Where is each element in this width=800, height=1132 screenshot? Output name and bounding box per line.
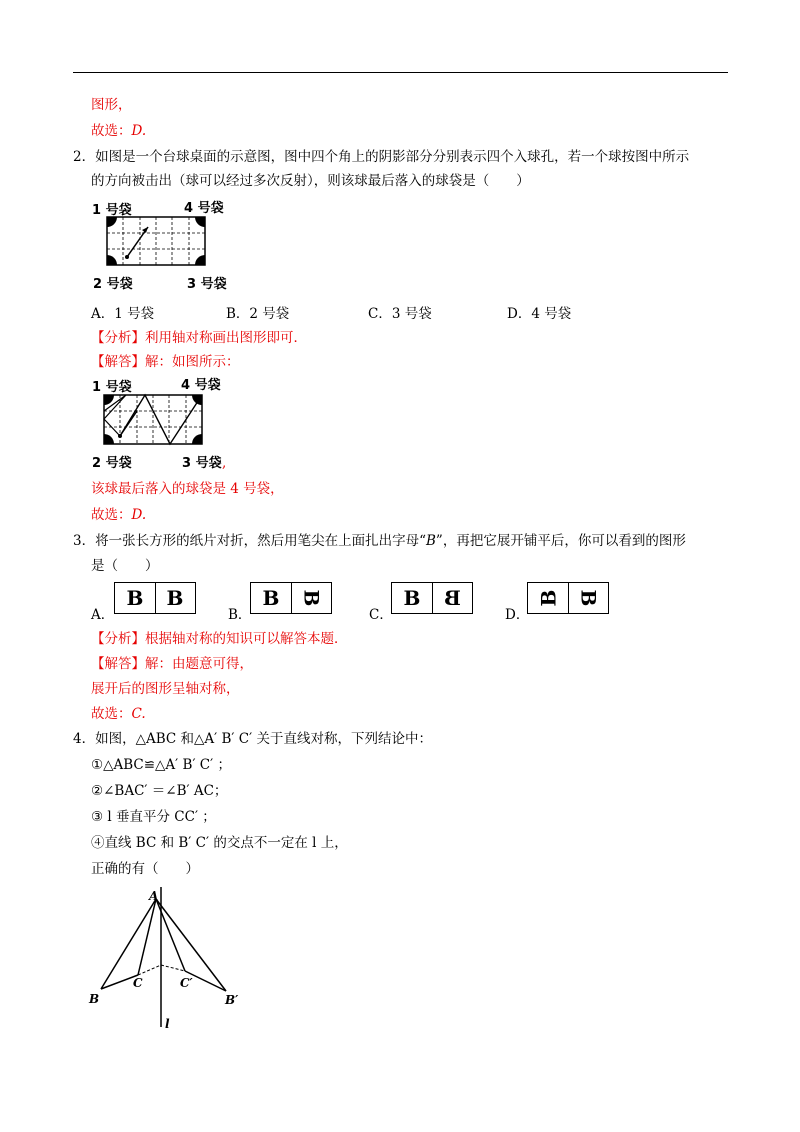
q2-stem-line1 [73, 148, 689, 166]
q4-statement-4: ④直线 BC 和 B′ C′ 的交点不一定在 l 上， [91, 835, 348, 851]
answer-letter: D. [131, 507, 147, 523]
q3-option-d-figure [527, 582, 609, 614]
q3-analysis: 【分析】根据轴对称的知识可以解答本题． [91, 631, 348, 647]
q2-conclusion: 该球最后落入的球袋是 4 号袋， [91, 481, 284, 497]
vertex-C-prime-label: C′ [180, 976, 193, 990]
pocket-1-label: 1 号袋 [92, 380, 132, 395]
q2-option-c: C．3 号袋 [368, 306, 432, 322]
question-number: 4． [73, 731, 96, 747]
letter-right-container [291, 583, 331, 613]
pocket-4-label: 4 号袋 [184, 201, 224, 216]
vertex-B-prime-label: B′ [225, 993, 239, 1007]
letter-rotated: B [299, 589, 323, 607]
q3-option-a-label: A． [91, 607, 115, 623]
letter-right-container [568, 583, 608, 613]
answer-prefix: 故选： [91, 507, 132, 523]
q3-answer [91, 705, 146, 723]
letter-rotated: B [576, 589, 600, 607]
letter-right: B [166, 586, 184, 610]
prev-solution-line: 图形， [91, 97, 132, 113]
q3-option-b-label: B． [228, 607, 252, 623]
q2-option-b: B．2 号袋 [226, 306, 290, 322]
q3-stem-line1 [73, 532, 686, 550]
line-l-label: l [165, 1017, 170, 1031]
triangle-symmetry-figure [85, 885, 255, 1035]
pocket-2-label: 2 号袋 [92, 456, 132, 471]
question-number: 3． [73, 533, 96, 549]
q2-option-a: A．1 号袋 [91, 306, 155, 322]
q3-solution-header: 【解答】解：由题意可得， [91, 656, 253, 672]
pocket-3-label: 3 号袋 [182, 456, 222, 471]
billiard-figure-question [90, 197, 240, 292]
letter-left: B [126, 586, 144, 610]
header-rule [73, 72, 728, 73]
vertex-A-label: A [149, 889, 159, 903]
letter-right-container [432, 583, 472, 613]
answer-prefix: 故选： [91, 123, 132, 139]
question-text: 将一张长方形的纸片对折，然后用笔尖在上面扎出字母“ [95, 533, 426, 549]
billiard-figure-solution [90, 374, 240, 469]
letter-left: B [403, 586, 421, 610]
pocket-3-label: 3 号袋 [187, 277, 227, 292]
q2-analysis: 【分析】利用轴对称画出图形即可． [91, 330, 307, 346]
q3-solution-step: 展开后的图形呈轴对称， [91, 681, 240, 697]
q2-answer [91, 506, 146, 524]
figure-comma: , [222, 455, 227, 471]
question-text: 如图，△ABC 和△A′ B′ C′ 关于直线对称，下列结论中： [95, 731, 432, 747]
pocket-4-label: 4 号袋 [181, 378, 221, 393]
vertex-B-label: B [89, 992, 100, 1006]
answer-letter: C. [131, 706, 146, 722]
answer-letter: D. [131, 123, 147, 139]
triangle-diagram [85, 885, 255, 1035]
q3-option-a-figure [114, 582, 196, 614]
q4-statement-1: ①△ABC≌△A′ B′ C′ ； [91, 757, 231, 773]
letter-left-container [528, 583, 568, 613]
q2-option-d: D．4 号袋 [507, 306, 572, 322]
q3-option-d-label: D． [505, 607, 530, 623]
answer-prefix: 故选： [91, 706, 132, 722]
question-letter: B [426, 533, 436, 549]
q4-statement-3: ③ l 垂直平分 CC′ ； [91, 809, 216, 825]
letter-mirrored: B [443, 586, 461, 610]
q2-stem-line2: 的方向被击出（球可以经过多次反射），则该球最后落入的球袋是（ ） [91, 173, 530, 189]
q3-option-c-label: C． [369, 607, 393, 623]
q3-option-c-figure [391, 582, 473, 614]
pocket-1-label: 1 号袋 [92, 203, 132, 218]
letter-left: B [262, 586, 280, 610]
pocket-2-label: 2 号袋 [93, 277, 133, 292]
prev-answer [91, 122, 146, 140]
vertex-C-label: C [133, 976, 143, 990]
q4-statement-2: ②∠BAC′ ＝∠B′ AC； [91, 783, 228, 799]
q2-solution-header: 【解答】解：如图所示： [91, 354, 240, 370]
q4-ask: 正确的有（ ） [91, 861, 199, 877]
q3-stem-line2: 是（ ） [91, 558, 159, 574]
question-text: 如图是一个台球桌面的示意图，图中四个角上的阴影部分分别表示四个入球孔，若一个球按图中所示 [95, 149, 690, 165]
question-text: ”，再把它展开铺平后，你可以看到的图形 [435, 533, 686, 549]
q3-option-b-figure [250, 582, 332, 614]
question-number: 2． [73, 149, 96, 165]
letter-rotated: B [536, 589, 560, 607]
q4-stem [73, 730, 432, 748]
